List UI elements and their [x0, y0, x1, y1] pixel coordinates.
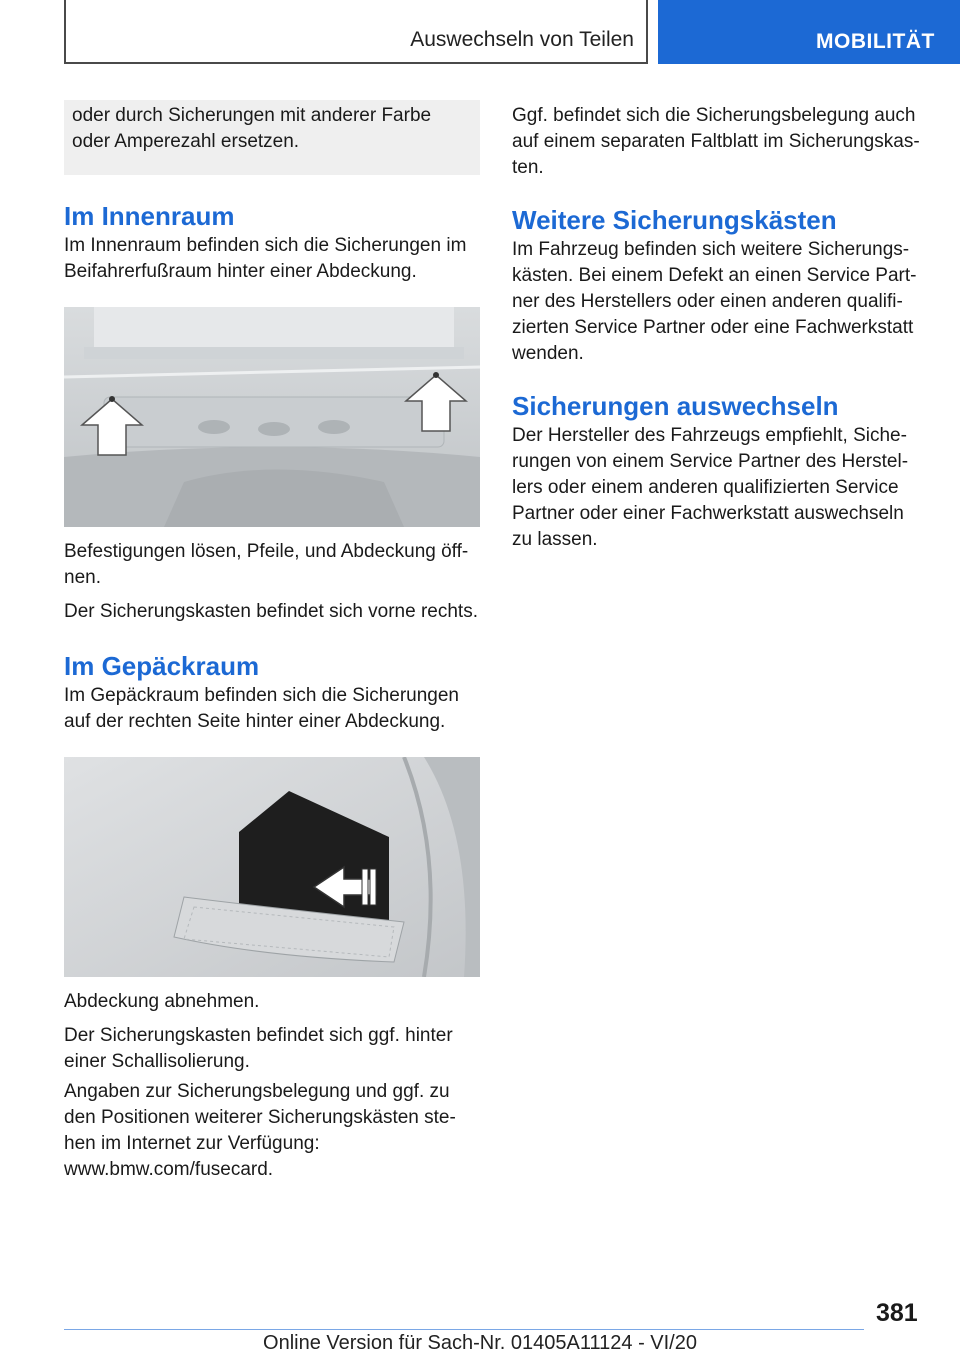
note-box — [64, 100, 480, 175]
heading-sicherungen-auswechseln: Sicherungen auswechseln — [512, 391, 839, 421]
page-number: 381 — [876, 1299, 918, 1327]
paragraph-innenraum: Im Innenraum befinden sich die Sicherungen im Beifahrerfußraum hinter einer Abdeckung. — [64, 235, 467, 282]
paragraph-weitere: Im Fahrzeug befinden sich weitere Sicherungs-kästen. Bei einem Defekt an einen Service Part-ner des Herstellers oder einen anderen qualifi-zierten Service Partner oder eine Fachwerkstatt wenden. — [512, 239, 917, 364]
footer-text: Online Version für Sach-Nr. 01405A11124 - VI/20 — [263, 1332, 697, 1354]
section-tab[interactable] — [658, 0, 960, 64]
paragraph-gepaeckraum: Im Gepäckraum befinden sich die Sicherungen auf der rechten Seite hinter einer Abdeckung. — [64, 685, 460, 732]
section-tab-label: MOBILITÄT — [816, 30, 935, 53]
paragraph-innenraum-location: Der Sicherungskasten befindet sich vorne rechts. — [64, 601, 478, 622]
paragraph-auswechseln: Der Hersteller des Fahrzeugs empfiehlt, Siche-rungen von einem Service Partner des Herstel-lers oder einem anderen qualifizierten Service Partner oder einer Fachwerkstatt auswechseln zu lassen. — [512, 425, 909, 550]
figure-luggage-compartment — [64, 757, 480, 977]
caption-gepaeckraum: Abdeckung abnehmen. — [64, 991, 260, 1012]
note-text: oder durch Sicherungen mit anderer Farbe oder Amperezahl ersetzen. — [72, 105, 432, 152]
paragraph-fold-sheet: Ggf. befindet sich die Sicherungsbelegung auch auf einem separaten Faltblatt im Sicherungskas-ten. — [512, 105, 920, 178]
heading-im-gepaeckraum: Im Gepäckraum — [64, 651, 260, 681]
chapter-title: Auswechseln von Teilen — [410, 28, 634, 51]
paragraph-fuse-info: Angaben zur Sicherungsbelegung und ggf. zu den Positionen weiterer Sicherungskästen ste-hen im Internet zur Verfügung: www.bmw.com/fusecard. — [64, 1081, 456, 1180]
header-box — [64, 0, 648, 64]
heading-im-innenraum: Im Innenraum — [64, 201, 235, 231]
footer-divider — [64, 1329, 864, 1330]
left-column — [64, 100, 480, 1183]
heading-weitere-sicherungskaesten: Weitere Sicherungskästen — [512, 205, 837, 235]
figure-interior-footwell — [64, 307, 480, 527]
right-column — [512, 100, 924, 553]
caption-innenraum: Befestigungen lösen, Pfeile, und Abdeckung öff-nen. — [64, 541, 469, 588]
paragraph-gepaeckraum-location: Der Sicherungskasten befindet sich ggf. hinter einer Schallisolierung. — [64, 1025, 453, 1072]
